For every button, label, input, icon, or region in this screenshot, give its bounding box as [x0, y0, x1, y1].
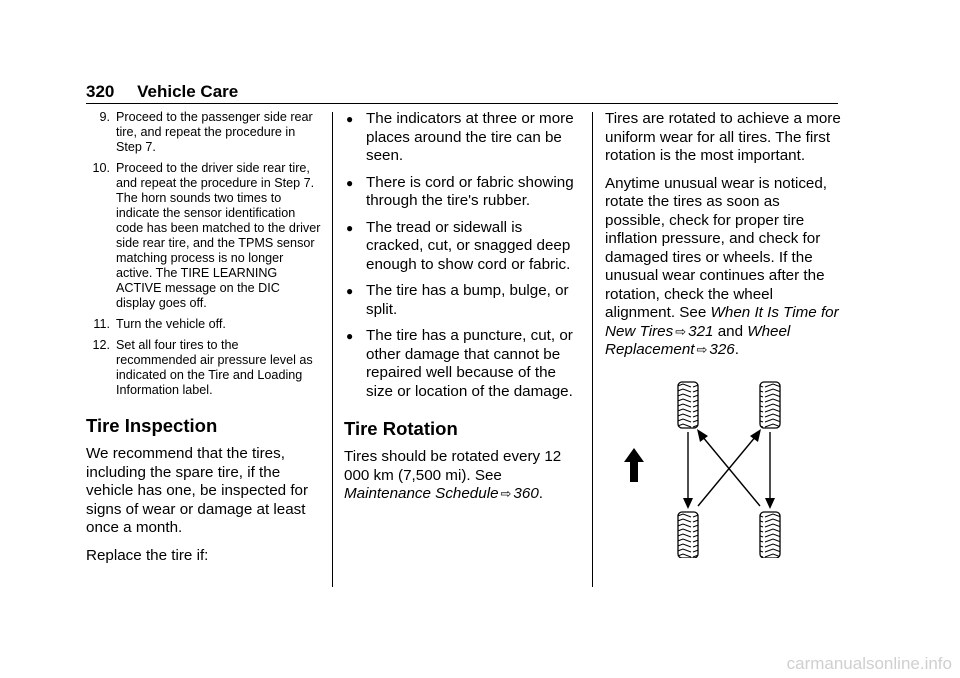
tire-rear-right-icon	[760, 512, 780, 558]
tire-rotation-diagram	[620, 378, 800, 558]
tire-front-left-icon	[678, 382, 698, 428]
bullet-list	[344, 110, 579, 401]
list-item: 9. Proceed to the passenger side rear tire, and repeat the procedure in Step 7.	[99, 110, 313, 154]
replace-if-paragraph: Replace the tire if:	[86, 546, 209, 564]
forward-direction-arrow-icon	[624, 448, 644, 482]
tire-inspection-heading: Tire Inspection	[86, 415, 218, 436]
arrow-down-left-icon	[683, 432, 693, 509]
column-divider-1	[332, 112, 333, 587]
unusual-wear-paragraph: Anytime unusual wear is noticed, rotate the tires as soon as possible, check for proper tire inflation pressure, and check for damaged tires or wheels. If the unusual wear continues after the rotation, check the wheel alignment. See When It Is Time for New Tires ⇨ 321 and Wheel Replacement ⇨ 326.	[605, 174, 839, 358]
bullet-icon: ●	[346, 220, 354, 235]
bullet-icon: ●	[346, 175, 354, 190]
page-ref[interactable]: 321	[688, 322, 714, 340]
page-number: 320	[86, 82, 115, 101]
column-3	[605, 110, 843, 369]
list-item: ● The tread or sidewall is cracked, cut, or snagged deep enough to show cord or fabric.	[346, 218, 571, 273]
column-divider-2	[592, 112, 593, 587]
section-title: Vehicle Care	[137, 82, 239, 101]
bullet-icon: ●	[346, 329, 354, 343]
watermark: carmanualsonline.info	[786, 654, 952, 673]
page-ref[interactable]: 326	[709, 341, 735, 358]
arrow-down-right-icon	[765, 432, 775, 509]
list-item: ● The tire has a puncture, cut, or other damage that cannot be repaired well because of the size or location of the damage.	[346, 327, 573, 400]
header-rule	[86, 103, 838, 104]
page-header	[86, 82, 238, 102]
tire-rotation-heading: Tire Rotation	[344, 418, 458, 439]
page-ref[interactable]: 360	[513, 485, 539, 502]
page-ref-arrow-icon: ⇨	[675, 323, 687, 339]
list-item: ● The tire has a bump, bulge, or split.	[346, 282, 569, 318]
rotation-purpose-paragraph: Tires are rotated to achieve a more uniform wear for all tires. The first rotation is the most important.	[605, 110, 841, 164]
wheel-replacement-link[interactable]: Wheel Replacement	[605, 322, 791, 358]
inspection-paragraph: We recommend that the tires, including the spare tire, if the vehicle has one, be inspected for signs of wear or damage at least once a month.	[86, 445, 309, 536]
list-item: ● There is cord or fabric showing through the tire's rubber.	[346, 173, 574, 209]
tire-front-right-icon	[760, 382, 780, 428]
new-tires-link[interactable]: When It Is Time for New Tires	[605, 304, 839, 340]
column-1	[86, 110, 321, 574]
tire-rear-left-icon	[678, 512, 698, 558]
arrow-diagonal-up-right-icon	[698, 429, 761, 506]
page-ref-arrow-icon: ⇨	[500, 486, 512, 501]
arrow-diagonal-up-left-icon	[697, 429, 760, 506]
rotation-paragraph: Tires should be rotated every 12 000 km (7,500 mi). See Maintenance Schedule ⇨ 360.	[344, 448, 562, 502]
list-item: 11. Turn the vehicle off.	[93, 317, 226, 331]
step-list	[86, 110, 321, 398]
list-item: ● The indicators at three or more places around the tire can be seen.	[346, 110, 574, 164]
bullet-icon: ●	[346, 112, 354, 126]
column-2	[344, 110, 579, 513]
bullet-icon: ●	[346, 284, 354, 298]
list-item: 10. Proceed to the driver side rear tire, and repeat the procedure in Step 7. The horn sounds two times to indicate the sensor identification code has been matched to the driver side rear tire, and the TPMS sensor matching process is no longer active. The TIRE LEARNING ACTIVE message on the DIC display goes off.	[92, 161, 321, 310]
page-ref-arrow-icon: ⇨	[696, 342, 708, 357]
list-item: 12. Set all four tires to the recommended air pressure level as indicated on the Tire and Loading Information label.	[92, 338, 313, 397]
maintenance-schedule-link[interactable]: Maintenance Schedule	[344, 485, 499, 502]
